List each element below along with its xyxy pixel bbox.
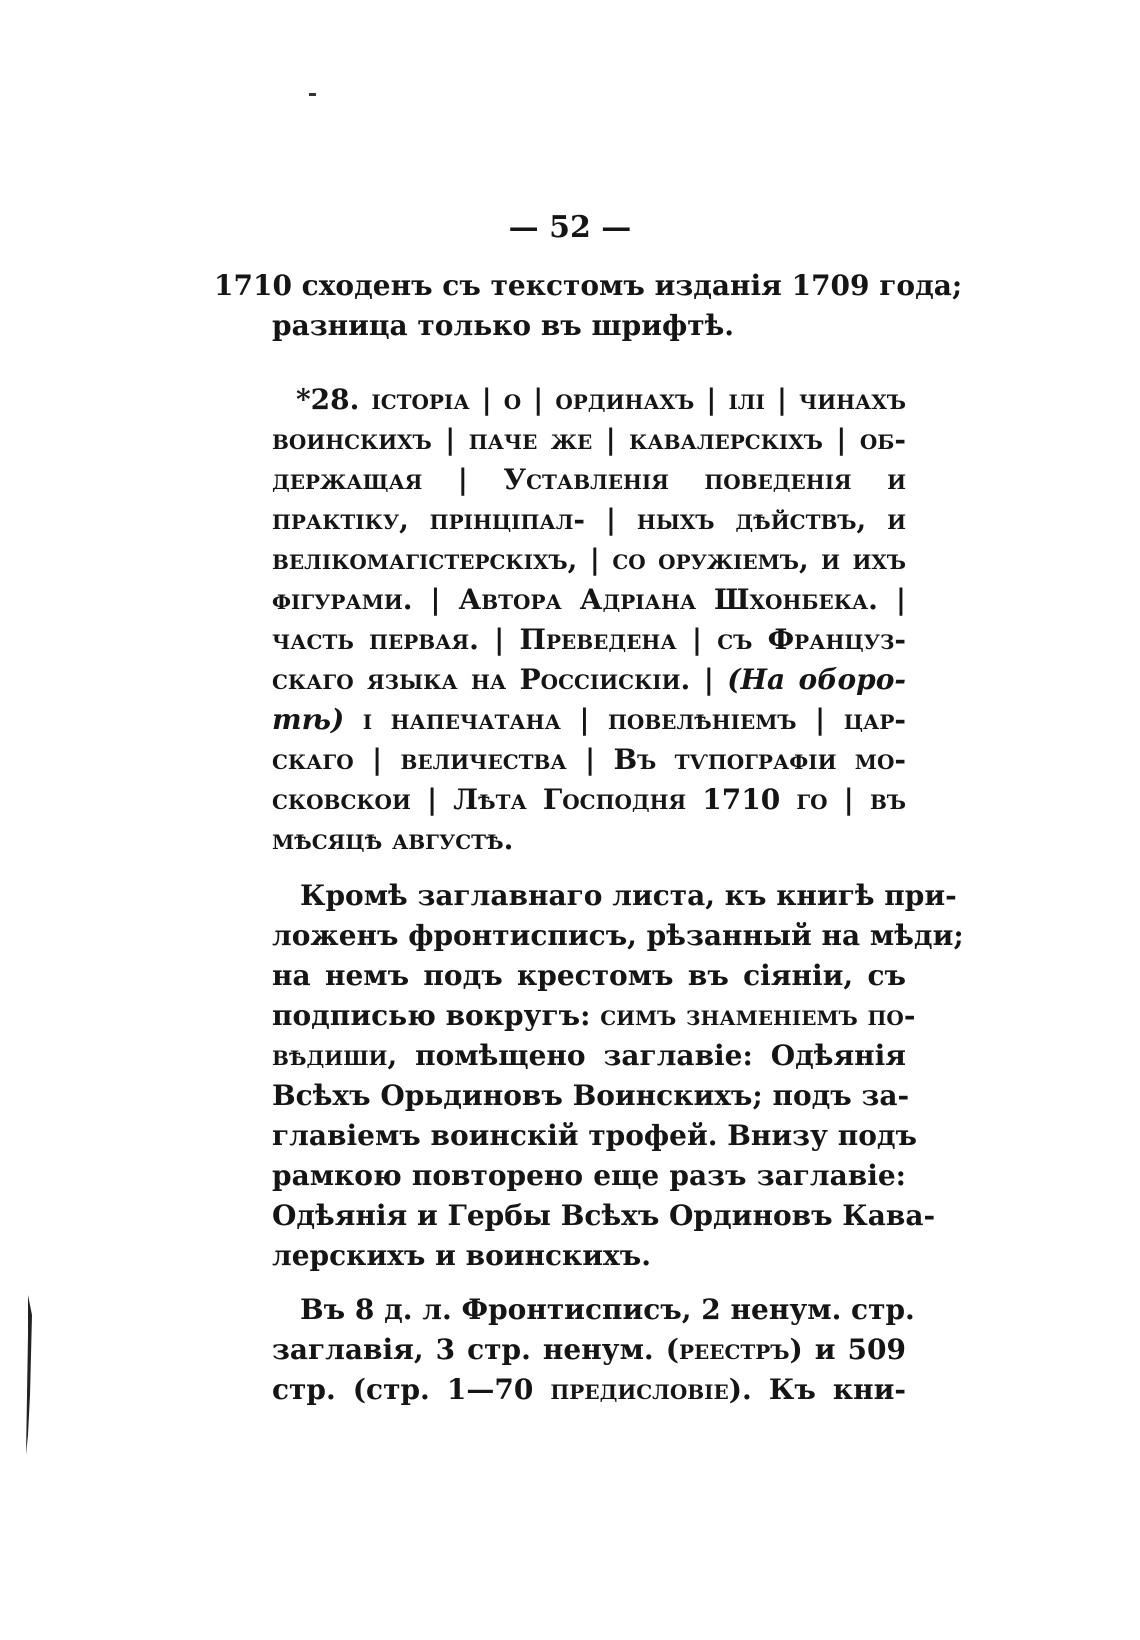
text-line [272,420,906,460]
text-segment: часть первая. | Преведена | съ Француз- [272,623,906,656]
text-line [272,580,906,620]
text-line [272,1330,906,1370]
text-line [272,1156,906,1196]
text-segment: заглавiя, 3 стр. ненум. ( [272,1333,679,1366]
text-segment: ) и 509 [789,1333,906,1366]
text-segment: реестръ [678,1333,790,1366]
text-segment: предисловiе [550,1373,729,1406]
text-segment: главiемъ воинскiй трофей. Внизу подъ [272,1119,918,1152]
text-line [272,1036,906,1076]
text-line [272,620,906,660]
text-segment: держащая | Уставленiя поведенiя и [272,463,906,496]
page-edge-mark [25,1295,33,1455]
text-segment: разница только въ шрифтѣ. [272,309,734,342]
text-segment: вѣдиши [272,1039,388,1072]
text-segment: Въ 8 д. л. Фронтисписъ, 2 ненум. стр. [300,1293,915,1326]
text-line [296,380,906,420]
text-segment: , помѣщено заглавiе: Одѣянiя [387,1039,906,1072]
text-line [272,540,906,580]
text-segment: Всѣхъ Орьдиновъ Воинскихъ; подъ за- [272,1079,910,1112]
text-line [272,1116,918,1156]
text-line [272,1076,910,1116]
text-line [272,740,906,780]
ink-speck [309,93,316,96]
page-number: — 52 — [508,210,632,245]
text-segment: мѣсяцѣ августѣ. [272,823,514,856]
text-segment: iсторiа | о | ординахъ | iлi | чинахъ [371,383,906,416]
text-segment: (На оборо- [727,663,906,696]
text-segment: практiку, прiнцiпал- | ныхъ дѣйствъ, и [272,503,906,536]
text-line [300,876,957,916]
text-segment: подписью вокругъ: [272,999,601,1032]
text-line [272,916,964,956]
text-line [272,820,562,860]
text-line [300,1290,915,1330]
text-segment: ложенъ фронтисписъ, рѣзанный на мѣди; [272,919,964,952]
text-line [272,1236,651,1276]
text-segment: скаго | величества | Въ тѵпографiи мо- [272,743,906,776]
text-segment: *28. [296,383,372,416]
text-segment: на немъ подъ крестомъ въ сiянiи, съ [272,959,906,992]
text-line [272,996,916,1036]
text-segment: фiгурами. | Автора Адрiана Шхонбека. | [272,583,906,616]
text-segment: воинскихъ | паче же | кавалерскiхъ | об- [272,423,906,456]
text-segment: ). Къ кни- [728,1373,907,1406]
text-segment: сковскои | Лѣта Господня 1710 го | въ [272,783,906,816]
text-segment: скаго языка на Россiискiи. | [272,663,728,696]
text-line [272,956,906,996]
text-segment: тѣ) [272,703,345,736]
text-line [272,1370,906,1410]
text-line [272,700,906,740]
text-segment: 1710 сходенъ съ текстомъ изданія 1709 года; [214,269,963,302]
text-line [272,306,734,346]
text-segment: Кромѣ заглавнаго листа, къ книгѣ при- [300,879,957,912]
text-line [272,660,906,700]
text-line [272,1196,936,1236]
text-line [272,460,906,500]
text-segment: симъ знаменiемъ по- [600,999,916,1032]
text-segment: рамкою повторено еще разъ заглавiе: [272,1159,906,1192]
text-line [272,500,906,540]
text-segment: лерскихъ и воинскихъ. [272,1239,651,1272]
text-line [214,266,963,306]
text-segment: Одѣянiя и Гербы Всѣхъ Ординовъ Кава- [272,1199,936,1232]
text-segment: стр. (стр. 1—70 [272,1373,551,1406]
text-segment: велiкомагiстерскiхъ, | со оружiемъ, и ихъ [272,543,906,576]
text-segment: i напечатана | повелѣнiемъ | цар- [344,703,906,736]
text-line [272,780,906,820]
